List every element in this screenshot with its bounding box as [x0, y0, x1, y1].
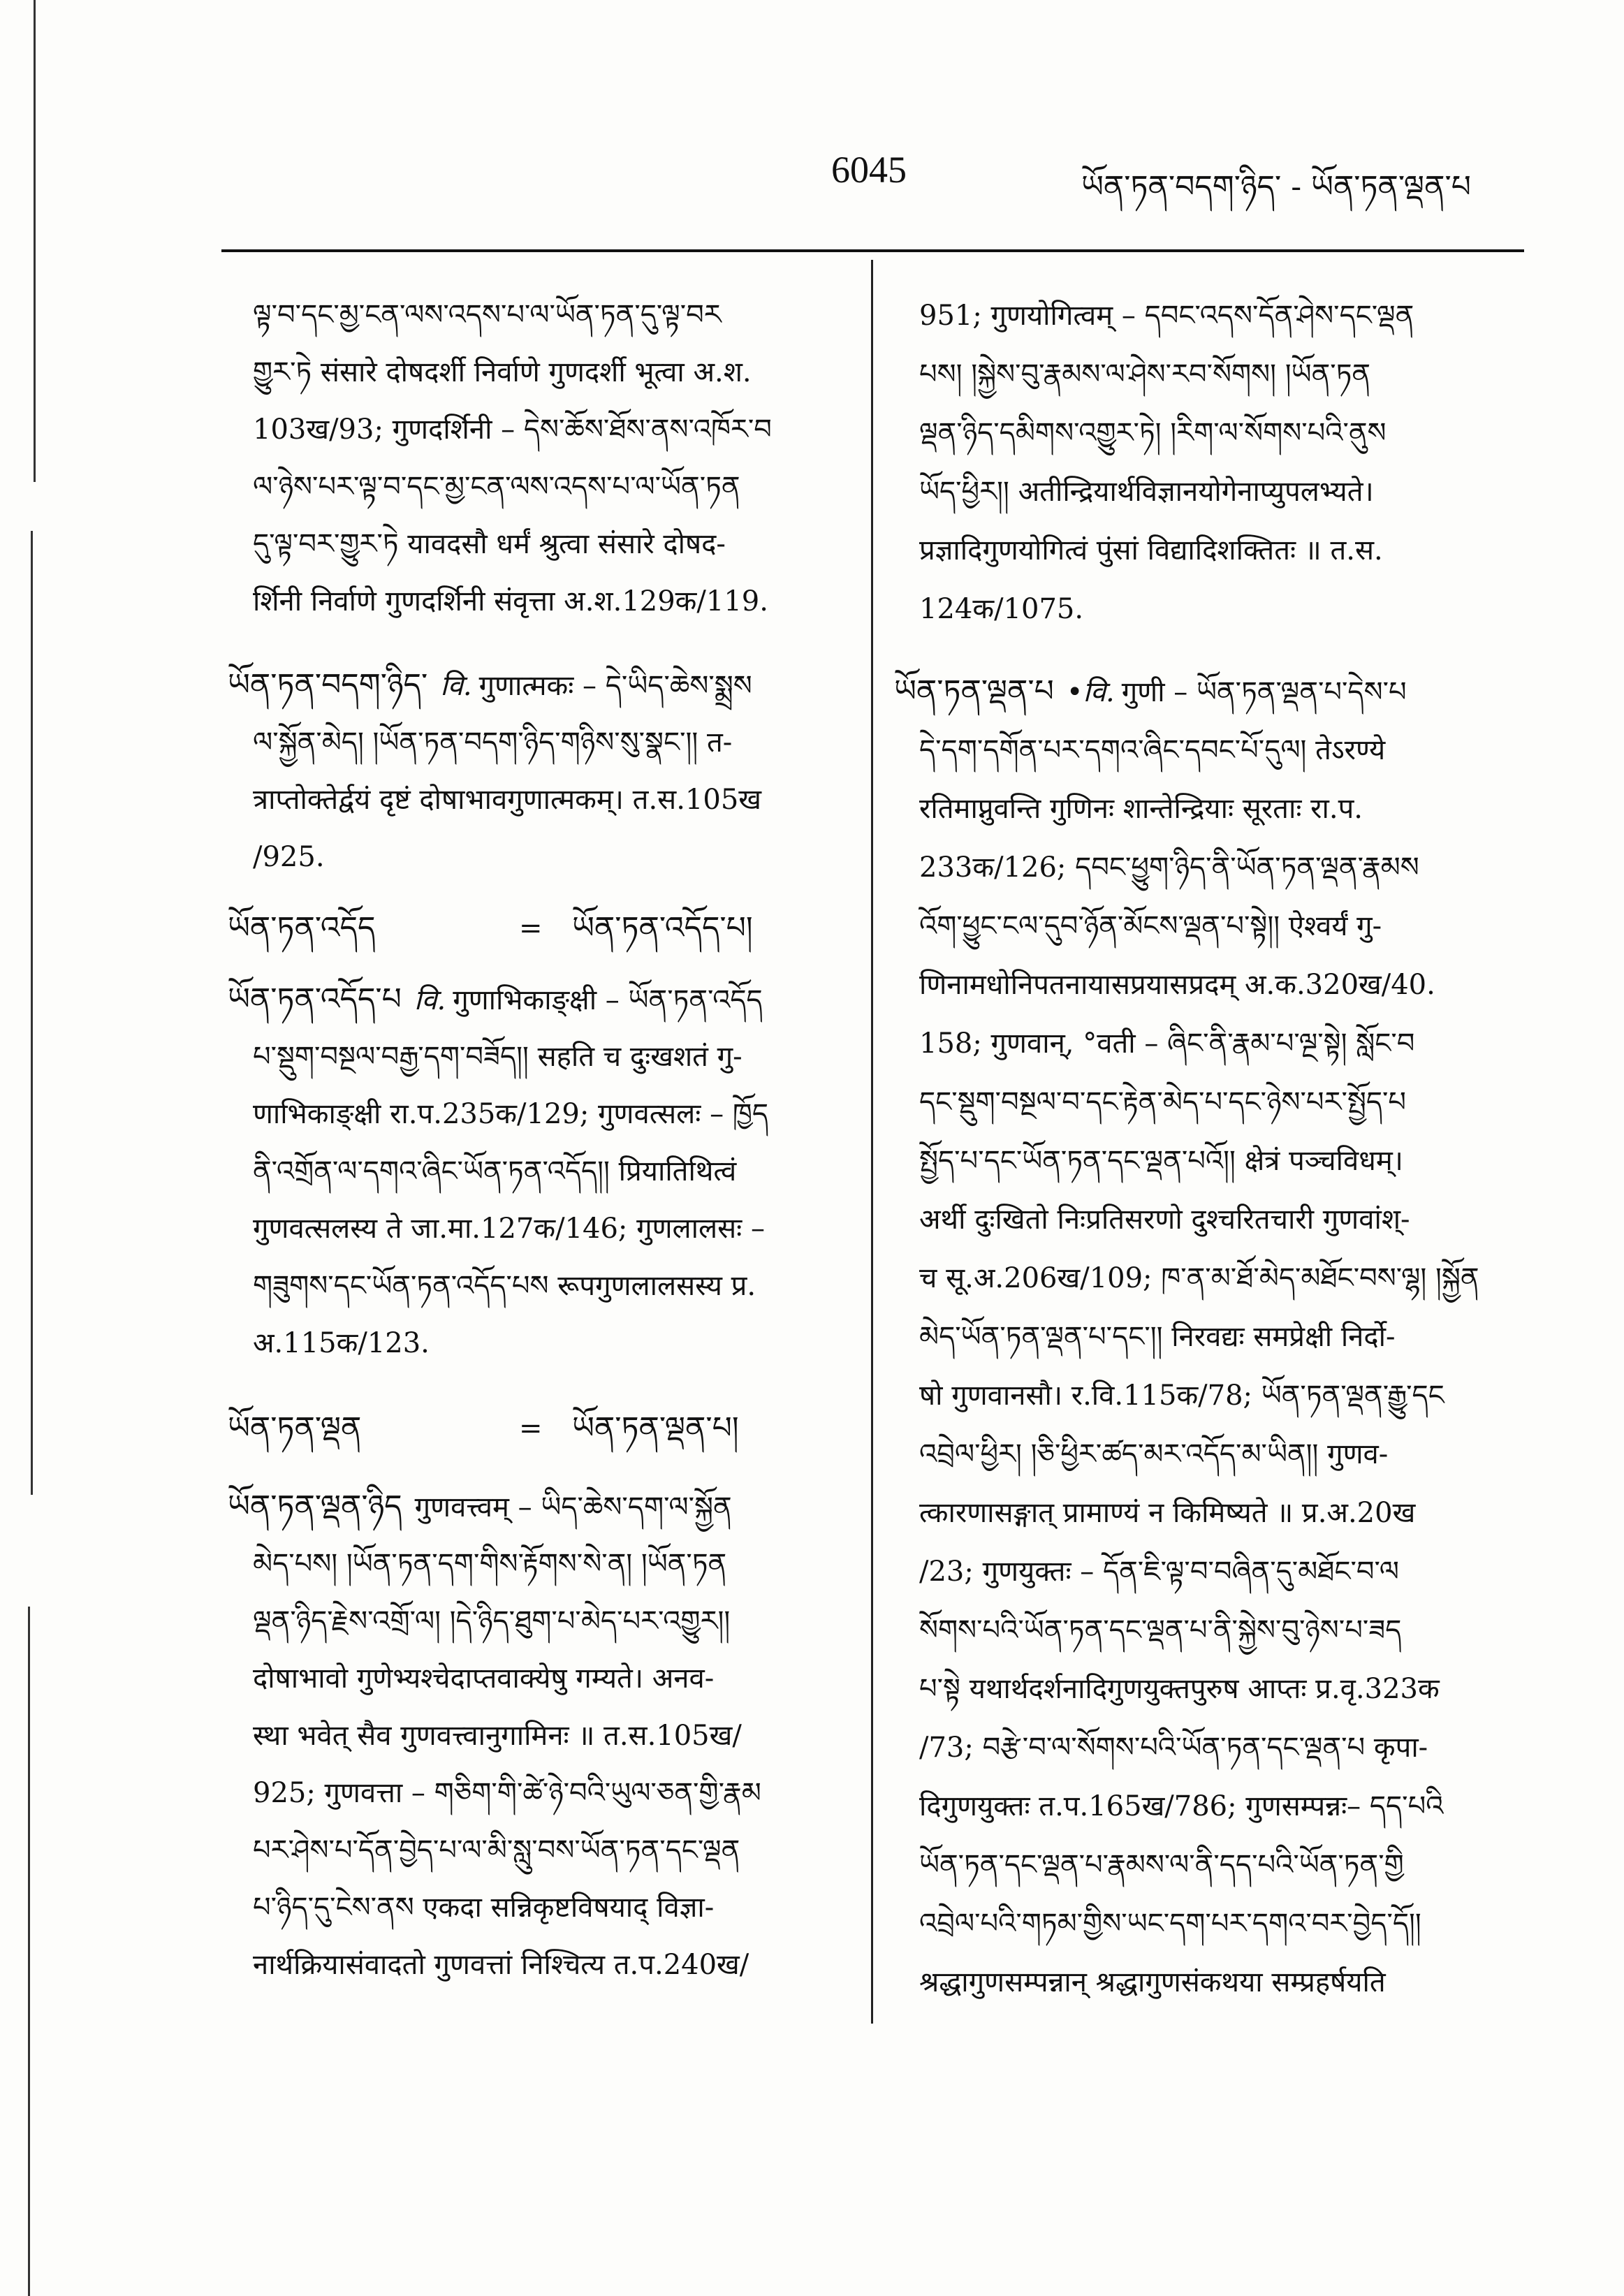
- entry-line: མེད་པས། །ཡོན་ཏན་དག་གིས་རྟོགས་སེ་ན། །ཡོན་ཏན: [253, 1548, 727, 1580]
- headword: ཡོན་ཏན་ལྡན་པ: [894, 673, 1054, 709]
- entry-line: ལྡན་ཉིད་དམིགས་འགྱུར་ཏེ། །རིག་ལ་སོགས་པའི་ནུས: [919, 417, 1387, 449]
- entry-line: འོག་ཕྱུང་ངལ་དུབ་ཉོན་མོངས་ལྡན་པ་སྟེ།། ऐश्वर्यं गु-: [919, 910, 1382, 942]
- headword: ཡོན་ཏན་འདོད་པ: [228, 981, 402, 1017]
- entry-line: ནི་འགྲོན་ལ་དགའ་ཞིང་ཡོན་ཏན་འདོད།། प्रियातिथित्वं: [253, 1155, 737, 1187]
- entry-line: नार्थक्रियासंवादतो गुणवत्तां निश्चित्य त.प.240ख/: [253, 1949, 749, 1981]
- part-of-speech: वि.: [414, 984, 446, 1016]
- cross-reference-line: [228, 900, 853, 957]
- entry-line: གཟུགས་དང་ཡོན་ཏན་འདོད་པས रूपगुणलालसस्य प्र.: [253, 1270, 756, 1302]
- entry-line: མེད་ཡོན་ཏན་ལྡན་པ་དང་།། निरवद्यः समप्रेक्षी निर्दो-: [919, 1321, 1396, 1353]
- scan-edge-line: [28, 1607, 30, 2296]
- entry-line: गुणवत्सलस्य ते जा.मा.127क/146; गुणलालसः –: [253, 1213, 765, 1245]
- entry-text: गुणवत्त्वम् – ཡིད་ཆེས་དག་ལ་སྐྱོན: [414, 1491, 732, 1523]
- headword: ཡོན་ཏན་འདོད: [228, 910, 376, 946]
- entry-line: དང་སྡུག་བསྔལ་བ་དང་རྟེན་མེད་པ་དང་ཉེས་པར་སྤྱོད་པ: [919, 1086, 1407, 1118]
- entry-line: འབྲེལ་པའི་གཏམ་གྱིས་ཡང་དག་པར་དགའ་བར་བྱེད་དོ།།: [919, 1908, 1421, 1940]
- entry-line: ཡོན་ཏན་དང་ལྡན་པ་རྣམས་ལ་ནི་དད་པའི་ཡོན་ཏན་གྱི: [919, 1849, 1404, 1881]
- entry-line: པ་ཉིད་དུ་ངེས་ནས एकदा सन्निकृष्टविषयाद् विज्ञा-: [253, 1892, 715, 1924]
- entry-line: प्रज्ञादिगुणयोगित्वं पुंसां विद्यादिशक्तितः ॥ त.स.: [919, 534, 1383, 566]
- reference-target: ཡོན་ཏན་འདོད་པ།: [572, 910, 753, 946]
- column-divider: [871, 260, 873, 2024]
- entry-line: པས། །སྐྱེས་བུ་རྣམས་ལ་ཤེས་རབ་སོགས། །ཡོན་ཏན: [919, 358, 1371, 390]
- entry-headline: [228, 657, 853, 714]
- running-head: ཡོན་ཏན་བདག་ཉིད་ - ཡོན་ཏན་ལྡན་པ: [1081, 169, 1471, 205]
- entry-line: པར་ཤེས་པ་དོན་བྱེད་པ་ལ་མི་སླུ་བས་ཡོན་ཏན་དང་ལྡན: [253, 1834, 740, 1866]
- headword: ཡོན་ཏན་ལྡན: [228, 1410, 362, 1446]
- scan-edge-line: [34, 0, 36, 482]
- entry-line: འབྲེལ་ཕྱིར། །ཅི་ཕྱིར་ཚད་མར་འདོད་མ་ཡིན།། गुणव-: [919, 1438, 1389, 1470]
- part-of-speech: •वि.: [1066, 676, 1115, 708]
- entry-line: अ.115क/123.: [253, 1327, 430, 1359]
- part-of-speech: वि.: [440, 670, 472, 702]
- entry-line: /23; गुणयुक्तः – དོན་ཇི་ལྟ་བ་བཞིན་དུ་མཐོང་བ་ལ: [919, 1556, 1399, 1588]
- entry-line: दोषाभावो गुणेभ्यश्चेदाप्तवाक्येषु गम्यते। अनव-: [253, 1662, 715, 1695]
- entry-line: 124क/1075.: [919, 593, 1084, 625]
- entry-line: रतिमाप्नुवन्ति गुणिनः शान्तेन्द्रियाः सूरताः रा.प.: [919, 793, 1363, 825]
- cross-reference-line: [228, 1400, 853, 1457]
- entry-line: 103ख/93; गुणदर्शिनी – དེས་ཆོས་ཐོས་ནས་འཁོར་བ: [253, 414, 772, 446]
- left-column: [228, 286, 853, 2033]
- entry-line: ལྟ་བ་དང་མྱ་ངན་ལས་འདས་པ་ལ་ཡོན་ཏན་དུ་ལྟ་བར: [253, 299, 722, 331]
- entry-line: 158; गुणवान्, °वती – ཞིང་ནི་རྣམ་པ་ལྔ་སྟེ། སློང་བ: [919, 1028, 1415, 1060]
- entry-headline: [228, 1478, 853, 1535]
- entry-line: པ་སྡུག་བསྔལ་བརྒྱ་དག་བཟོད།། सहति च दुःखशतं गु-: [253, 1041, 742, 1073]
- headword: ཡོན་ཏན་ལྡན་ཉིད: [228, 1489, 402, 1524]
- header-rule: [221, 249, 1524, 252]
- entry-line: स्था भवेत् सैव गुणवत्त्वानुगामिनः ॥ त.स.105ख/: [253, 1720, 742, 1752]
- entry-text: गुणाभिकाङ्क्षी – ཡོན་ཏན་འདོད: [453, 984, 763, 1016]
- equals-sign: =: [519, 1412, 543, 1445]
- equals-sign: =: [519, 912, 543, 944]
- entry-line: ལ་ཉེས་པར་ལྟ་བ་དང་མྱ་ངན་ལས་འདས་པ་ལ་ཡོན་ཏན: [253, 471, 740, 503]
- entry-line: श्रद्धागुणसम्पन्नान् श्रद्धागुणसंकथया सम्प्रहर्षयति: [919, 1966, 1386, 1998]
- entry-headline: [228, 971, 853, 1028]
- entry-line: སོགས་པའི་ཡོན་ཏན་དང་ལྡན་པ་ནི་སྐྱེས་བུ་ཉེས་པ་ཟད: [919, 1614, 1402, 1646]
- entry-line: त्राप्तोक्तेर्द्वयं दृष्टं दोषाभावगुणात्मकम्। त.स.105ख: [253, 784, 762, 816]
- reference-target: ཡོན་ཏན་ལྡན་པ།: [572, 1410, 739, 1446]
- entry-line: 233क/126; དབང་ཕྱུག་ཉིད་ནི་ཡོན་ཏན་ལྡན་རྣམས: [919, 851, 1419, 884]
- entry-line: 925; गुणवत्ता – གཅིག་གི་ཚེ་ཉེ་བའི་ཡུལ་ཅན་གྱི་རྣམ: [253, 1777, 761, 1809]
- entry-text: गुणी – ཡོན་ཏན་ལྡན་པ་དེས་པ: [1121, 676, 1407, 708]
- entry-line: 951; गुणयोगित्वम् – དབང་འདས་དོན་ཤེས་དང་ལྡན: [919, 300, 1414, 332]
- entry-line: र्शिनी निर्वाणे गुणदर्शिनी संवृत्ता अ.श.129क/119.: [253, 585, 768, 617]
- scan-edge-line: [31, 531, 33, 1495]
- entry-line: अर्थी दुःखितो निःप्रतिसरणो दुश्चरितचारी गुणवांश्-: [919, 1204, 1410, 1236]
- entry-line: དེ་དག་དགོན་པར་དགའ་ཞིང་དབང་པོ་དུལ། तेऽरण्ये: [919, 734, 1386, 766]
- headword: ཡོན་ཏན་བདག་ཉིད་: [228, 667, 428, 703]
- entry-text: गुणात्मकः – དེ་ཡིད་ཆེས་སྨྲས: [478, 670, 752, 702]
- entry-line: ལ་སྐྱོན་མེད། །ཡོན་ཏན་བདག་ཉིད་གཉིས་སུ་སྣང་།། त-: [253, 726, 733, 759]
- entry-line: त्कारणासङ्गात् प्रामाण्यं न किमिष्यते ॥ प्र.अ.20ख: [919, 1497, 1416, 1529]
- entry-line: /925.: [253, 841, 325, 873]
- entry-line: च सू.अ.206ख/109; ཁ་ན་མ་ཐོ་མེད་མཐོང་བས་ལྷ། །སྐྱོན: [919, 1262, 1479, 1294]
- entry-line: दिगुणयुक्तः त.प.165ख/786; गुणसम्पन्नः– དད་པའི: [919, 1790, 1444, 1822]
- right-column: [894, 286, 1526, 2033]
- page-number: 6045: [831, 149, 907, 191]
- entry-line: སྤྱོད་པ་དང་ཡོན་ཏན་དང་ལྡན་པའོ།། क्षेत्रं पञ्चविधम्।: [919, 1145, 1403, 1177]
- entry-headline: [894, 662, 1526, 721]
- entry-line: གྱུར་ཏེ संसारे दोषदर्शी निर्वाणे गुणदर्शी भूत्वा अ.श.: [253, 356, 752, 388]
- entry-line: དུ་ལྟ་བར་གྱུར་ཏེ यावदसौ धर्मं श्रुत्वा संसारे दोषद-: [253, 528, 726, 560]
- entry-line: པ་སྟེ यथार्थदर्शनादिगुणयुक्तपुरुष आप्तः प्र.वृ.323क: [919, 1673, 1440, 1705]
- entry-line: ལྡན་ཉིད་རྗེས་འགྲོ་ལ། །དེ་ཉིད་ཐུག་པ་མེད་པར་འགྱུར།།: [253, 1605, 731, 1637]
- entry-line: णाभिकाङ्क्षी रा.प.235क/129; गुणवत्सलः – ཁྱོད: [253, 1098, 768, 1130]
- entry-line: षो गुणवानसौ। र.वि.115क/78; ཡོན་ཏན་ལྡན་རྒྱུ་དང: [919, 1380, 1444, 1412]
- entry-line: /73; བརྩེ་བ་ལ་སོགས་པའི་ཡོན་ཏན་དང་ལྡན་པ कृपा-: [919, 1732, 1428, 1764]
- entry-line: ཡོད་ཕྱིར།། अतीन्द्रियार्थविज्ञानयोगेनाप्युपलभ्यते।: [919, 476, 1374, 508]
- entry-line: णिनामधोनिपतनायासप्रयासप्रदम् अ.क.320ख/40.: [919, 969, 1435, 1001]
